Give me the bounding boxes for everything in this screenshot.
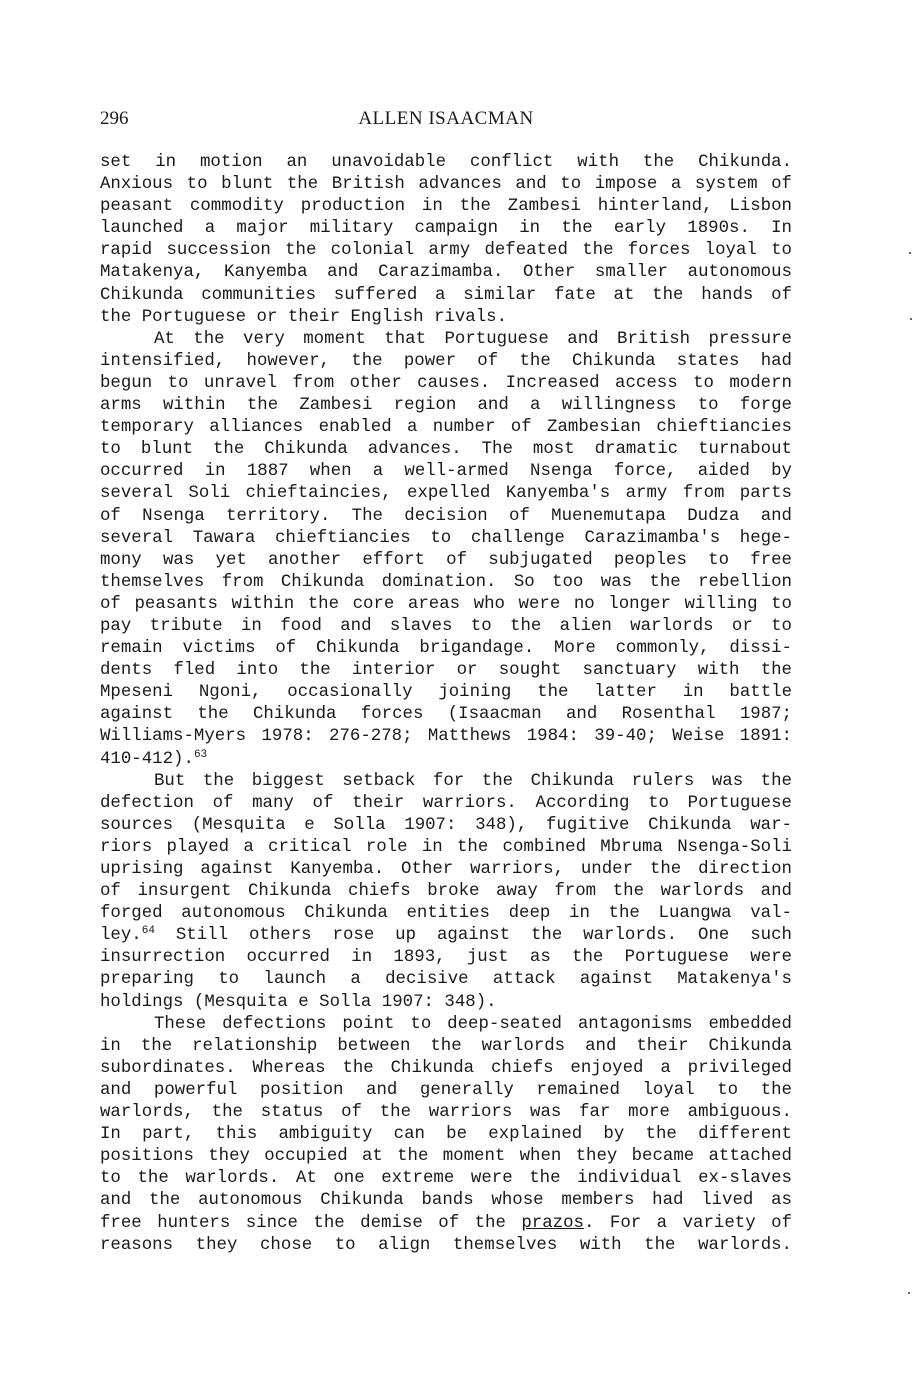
running-header	[100, 108, 792, 134]
text-line	[100, 749, 792, 771]
running-title: ALLEN ISAACMAN	[358, 108, 534, 129]
text-line: rapid succession the colonial army defeated the forces loyal to	[100, 241, 792, 261]
footnote-ref-64: 64	[141, 925, 155, 938]
paragraph-2	[100, 329, 792, 771]
text-line: holdings (Mesquita e Solla 1907: 348).	[100, 992, 497, 1012]
text-line: the Portuguese or their English rivals.	[100, 307, 508, 327]
text-line: several Soli chieftaincies, expelled Kanyemba's army from parts	[100, 484, 792, 504]
page-number: 296	[100, 108, 129, 129]
text-line: warlords, the status of the warriors was far more ambiguous.	[100, 1103, 792, 1123]
text-line: But the biggest setback for the Chikunda rulers was the	[154, 771, 792, 791]
scan-speck	[908, 1292, 910, 1294]
text-line: riors played a critical role in the combined Mbruma Nsenga-Soli	[100, 837, 792, 857]
text-line	[100, 1213, 792, 1235]
text-fragment: ley.	[100, 926, 142, 946]
text-fragment: free hunters since the demise of the	[100, 1213, 522, 1233]
text-line: In part, this ambiguity can be explained by the different	[100, 1125, 792, 1145]
paragraph-3	[100, 771, 792, 1014]
text-line: remain victims of Chikunda brigandage. More commonly, dissi-	[100, 639, 792, 659]
text-line: intensified, however, the power of the Chikunda states had	[100, 351, 792, 371]
text-line: and powerful position and generally remained loyal to the	[100, 1080, 792, 1100]
text-line: sources (Mesquita e Solla 1907: 348), fugitive Chikunda war-	[100, 815, 792, 835]
text-fragment: Still others rose up against the warlords. One such	[154, 926, 792, 946]
text-line: forged autonomous Chikunda entities deep in the Luangwa val-	[100, 904, 792, 924]
text-line: pay tribute in food and slaves to the alien warlords or to	[100, 616, 792, 636]
text-line: Anxious to blunt the British advances and to impose a system of	[100, 175, 792, 195]
text-line: against the Chikunda forces (Isaacman and Rosenthal 1987;	[100, 705, 792, 725]
text-line: Mpeseni Ngoni, occasionally joining the latter in battle	[100, 683, 792, 703]
text-line: of Nsenga territory. The decision of Muenemutapa Dudza and	[100, 506, 792, 526]
text-line: and the autonomous Chikunda bands whose members had lived as	[100, 1191, 792, 1211]
text-line: Williams-Myers 1978: 276-278; Matthews 1984: 39-40; Weise 1891:	[100, 727, 792, 747]
text-line: Chikunda communities suffered a similar fate at the hands of	[100, 285, 792, 305]
text-line: peasant commodity production in the Zambesi hinterland, Lisbon	[100, 197, 792, 217]
text-line: Matakenya, Kanyemba and Carazimamba. Other smaller autonomous	[100, 263, 792, 283]
text-line: arms within the Zambesi region and a willingness to forge	[100, 396, 792, 416]
text-line: defection of many of their warriors. According to Portuguese	[100, 793, 792, 813]
scan-speck	[910, 318, 912, 320]
text-line: reasons they chose to align themselves with the warlords.	[100, 1235, 792, 1255]
underlined-term-prazos: prazos	[521, 1213, 584, 1233]
text-line: set in motion an unavoidable conflict with the Chikunda.	[100, 153, 792, 172]
text-line: to the warlords. At one extreme were the individual ex-slaves	[100, 1169, 792, 1189]
text-line: to blunt the Chikunda advances. The most dramatic turnabout	[100, 440, 792, 460]
text-line: preparing to launch a decisive attack against Matakenya's	[100, 970, 792, 990]
text-line: of insurgent Chikunda chiefs broke away from the warlords and	[100, 882, 792, 902]
body-text	[100, 152, 792, 1257]
text-line: several Tawara chieftiancies to challenge Carazimamba's hege-	[100, 528, 792, 548]
scan-speck	[909, 252, 911, 254]
text-line: These defections point to deep-seated antagonisms embedded	[154, 1014, 792, 1034]
text-line: At the very moment that Portuguese and British pressure	[154, 329, 792, 349]
footnote-ref-63: 63	[193, 748, 208, 761]
text-line: dents fled into the interior or sought sanctuary with the	[100, 661, 792, 681]
text-line: of peasants within the core areas who were no longer willing to	[100, 594, 792, 614]
text-fragment: 410-412).	[100, 749, 194, 769]
text-line: begun to unravel from other causes. Increased access to modern	[100, 373, 792, 393]
text-line: insurrection occurred in 1893, just as the Portuguese were	[100, 948, 792, 968]
text-line: subordinates. Whereas the Chikunda chiefs enjoyed a privileged	[100, 1058, 792, 1078]
paragraph-4	[100, 1014, 792, 1257]
paragraph-1	[100, 152, 792, 329]
text-line: occurred in 1887 when a well-armed Nsenga force, aided by	[100, 462, 792, 482]
text-line: in the relationship between the warlords and their Chikunda	[100, 1036, 792, 1056]
text-line: launched a major military campaign in the early 1890s. In	[100, 219, 792, 239]
text-line: temporary alliances enabled a number of Zambesian chieftiancies	[100, 418, 792, 438]
text-line: positions they occupied at the moment when they became attached	[100, 1147, 792, 1167]
text-line: uprising against Kanyemba. Other warriors, under the direction	[100, 860, 792, 879]
text-line: themselves from Chikunda domination. So too was the rebellion	[100, 572, 792, 592]
text-fragment: . For a variety of	[584, 1213, 792, 1233]
text-line: mony was yet another effort of subjugated peoples to free	[100, 550, 792, 570]
text-line	[100, 925, 792, 947]
